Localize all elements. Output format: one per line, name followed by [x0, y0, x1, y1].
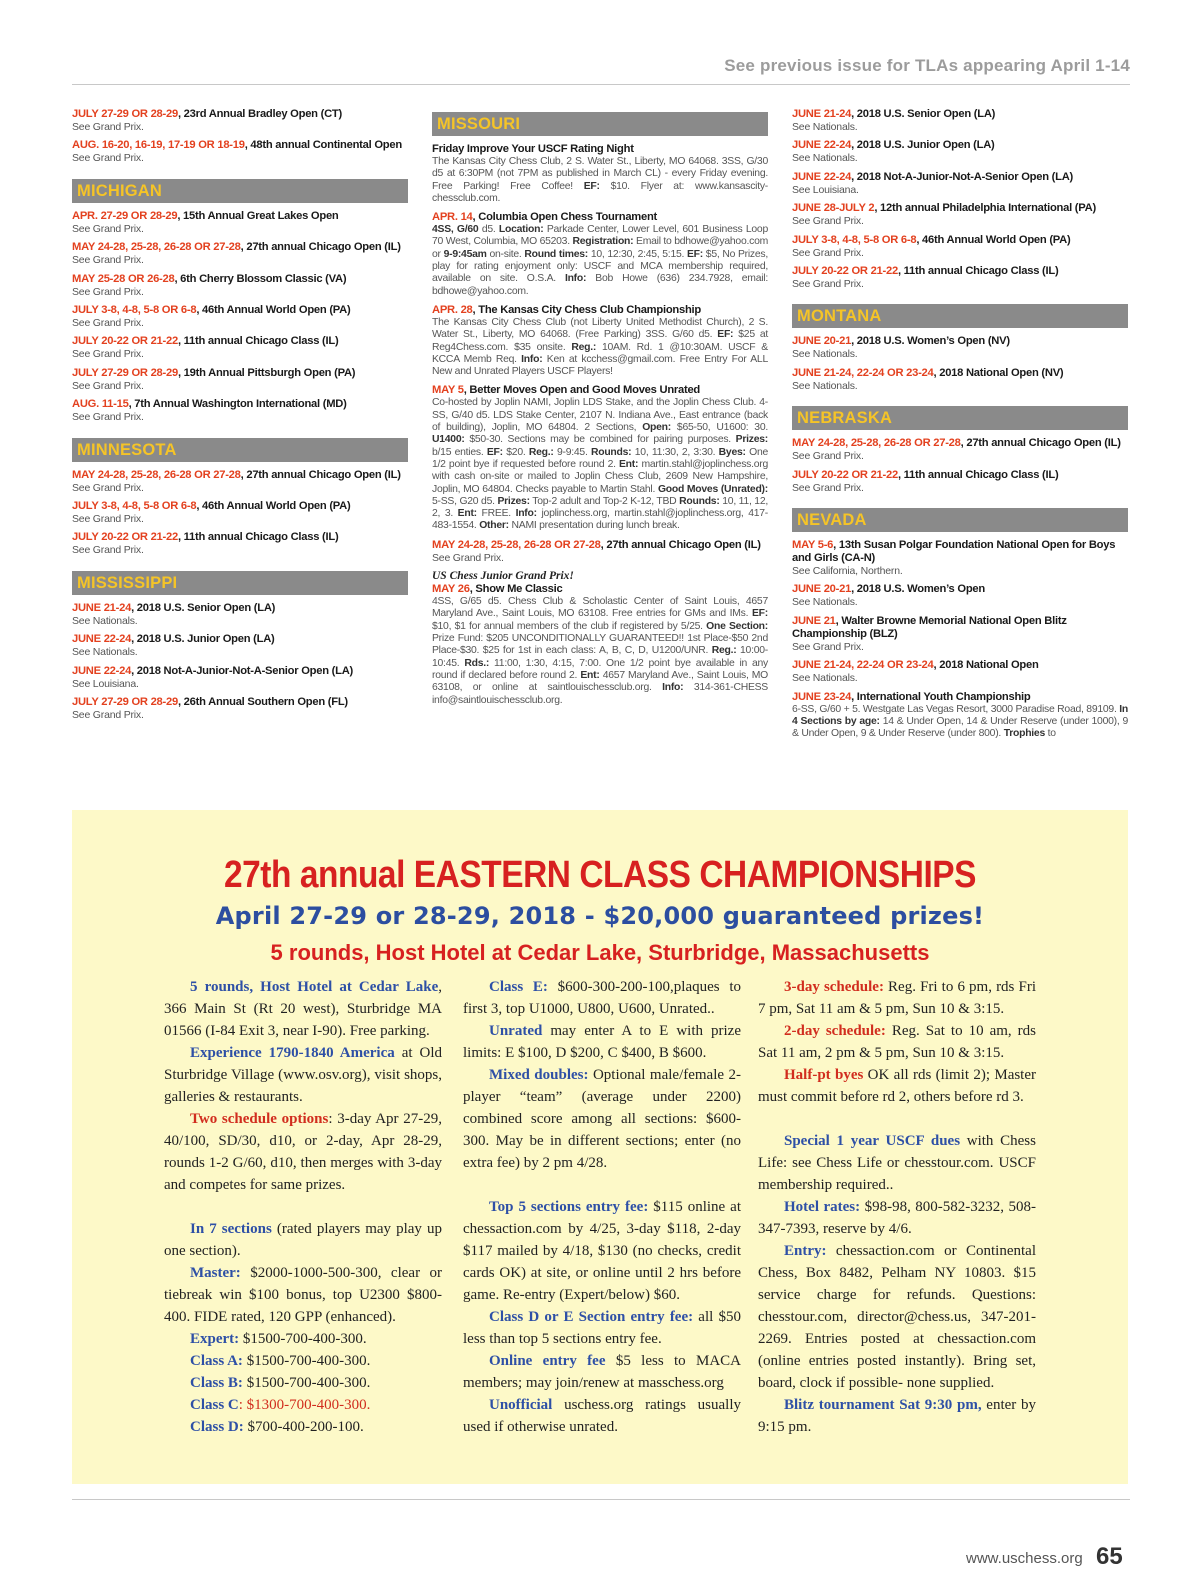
event-date: JULY 20-22 OR 21-22: [792, 265, 898, 278]
event-date: JUNE 22-24: [792, 139, 852, 152]
ad-location: 5 rounds, Host Hotel at Cedar Lake, Sturbridge, Massachusetts: [270, 940, 930, 965]
list-item: [72, 335, 408, 360]
event-date: JULY 27-29 OR 28-29: [72, 108, 178, 120]
list-item: [792, 234, 1128, 259]
list-item: [432, 539, 768, 564]
list-item: [792, 539, 1128, 577]
ad-paragraph: 3-day schedule: Reg. Fri to 6 pm, rds Fri 7 pm, Sat 11 am & 5 pm, Sun 10 & 3:15.: [758, 979, 1037, 1017]
ad-paragraph: Class C: $1300-700-400-300.: [190, 1397, 371, 1413]
list-item: [432, 143, 768, 205]
list-item: [792, 202, 1128, 227]
event-date: JUNE 21-24: [72, 601, 132, 614]
list-item: [72, 241, 408, 266]
event-date: JUNE 23-24: [792, 690, 852, 703]
event-title: , 23rd Annual Bradley Open (CT): [177, 108, 342, 120]
ad-paragraph: Class D or E Section entry fee: all $50 less than top 5 sections entry fee.: [463, 1309, 741, 1347]
ad-paragraph: In 7 sections (rated players may play up one section).: [164, 1221, 442, 1259]
page-header: See previous issue for TLAs appearing April 1-14: [724, 56, 1130, 75]
ad-paragraph: Unrated may enter A to E with prize limits: E $100, D $200, C $400, B $600.: [463, 1023, 741, 1061]
event-date: MAY 5-6: [792, 539, 834, 552]
list-item: [792, 583, 1128, 608]
event-title: , 2018 U.S. Women’s Open (NV): [851, 335, 1010, 348]
event-title: , 11th annual Chicago Class (IL): [177, 531, 339, 544]
list-item: [432, 211, 768, 298]
event-reference: See Grand Prix.: [72, 222, 144, 235]
ad-paragraph: Special 1 year USCF dues with Chess Life: see Chess Life or chesstour.com. USCF membership required..: [758, 1133, 1036, 1193]
event-reference: See Louisiana.: [792, 183, 859, 196]
event-reference: See Grand Prix.: [72, 121, 144, 133]
ad-dates-prizes: April 27-29 or 28-29, 2018 - $20,000 guaranteed prizes!: [215, 902, 985, 930]
list-item: [792, 265, 1128, 290]
event-reference: See Nationals.: [792, 152, 858, 165]
event-reference: See Grand Prix.: [792, 640, 864, 653]
event-title: , 2018 National Open: [933, 659, 1039, 672]
event-title: , 7th Annual Washington International (MD): [128, 398, 347, 411]
event-title: Friday Improve Your USCF Rating Night: [432, 143, 634, 155]
list-item: [792, 659, 1128, 684]
list-item: [72, 665, 408, 690]
event-reference: See Grand Prix.: [72, 481, 144, 494]
list-item: [432, 570, 768, 707]
left-column: [72, 108, 408, 728]
header-rule: [72, 84, 1130, 85]
event-title: , Show Me Classic: [469, 583, 563, 596]
state-heading-nevada: NEVADA: [792, 508, 1128, 532]
right-column: [792, 108, 1128, 747]
ad-column-1: [164, 976, 442, 1438]
event-date: JULY 20-22 OR 21-22: [792, 468, 898, 481]
event-reference: See Nationals.: [72, 646, 138, 659]
event-date: JUNE 28-JULY 2: [792, 202, 875, 215]
event-reference: See Grand Prix.: [72, 411, 144, 424]
ad-paragraph: 2-day schedule: Reg. Sat to 10 am, rds Sat 11 am, 2 pm & 5 pm, Sun 10 & 3:15.: [758, 1023, 1036, 1061]
ad-paragraph: Blitz tournament Sat 9:30 pm, enter by 9:15 pm.: [758, 1397, 1036, 1435]
event-date: MAY 24-28, 25-28, 26-28 OR 27-28: [72, 468, 241, 481]
state-heading-michigan: MICHIGAN: [72, 179, 408, 203]
event-title: , 2018 U.S. Women’s Open: [851, 583, 985, 596]
event-title: , 6th Cherry Blossom Classic (VA): [174, 272, 347, 285]
ad-column-3: [758, 976, 1036, 1438]
list-item: [792, 139, 1128, 164]
ad-paragraph: Top 5 sections entry fee: $115 online at chessaction.com by 4/25, 3-day $118, 2-day $117 mailed by 4/18, $130 (no checks, credit cards OK) at site, or online until 2 hrs before game. Re-entry (Expert/below) $60.: [463, 1199, 741, 1303]
event-details: The Kansas City Chess Club, 2 S. Water St., Liberty, MO 64068. 3SS, G/30 d5 at 6:30PM (not 7PM as published in March CL) - every Friday evening. Free Parking! Free Coffee! EF: $10. Flyer at: www.kansascity-chessclub.com.: [432, 156, 768, 204]
event-reference: See Grand Prix.: [72, 254, 144, 267]
ad-paragraph: Hotel rates: $98-98, 800-582-3232, 508-347-7393, reserve by 4/6.: [758, 1199, 1036, 1237]
list-item: [792, 437, 1128, 462]
list-item: [72, 139, 408, 164]
event-details: Co-hosted by Joplin NAMI, Joplin LDS Stake, and the Joplin Chess Club. 4-SS, G/40 d5. LDS Stake Center, 2107 N. Indiana Ave., East entrance (back of building), Joplin, MO 64804. 2 Sections, Open: $65-50, U1600: 30. U1400: $50-30. Sections may be combined for pairing purposes. Prizes: b/15 enties. EF: $20. Reg.: 9-9:45. Rounds: 10, 11:30, 2, 3:30. Byes: One 1/2 point bye if requested before round 2. Ent: martin.stahl@joplinchess.org with cash on-site or mailed to Joplin Chess Club, 2609 New Hampshire, Joplin, MO 64804. Checks payable to Martin Stahl. Good Moves (Unrated): 5-SS, G20 d5. Prizes: Top-2 adult and Top-2 K-12, TBD Rounds: 10, 11, 12, 2, 3. Ent: FREE. Info: joplinchess.org, martin.stahl@joplinchess.org, 417-483-1554. Other: NAMI presentation during lunch break.: [432, 397, 769, 532]
event-reference: See Grand Prix.: [72, 709, 144, 722]
event-title: , 12th annual Philadelphia International (PA): [874, 202, 1096, 215]
event-title: , Walter Browne Memorial National Open Blitz Championship (BLZ): [792, 614, 1067, 640]
list-item: [792, 691, 1128, 741]
list-item: [72, 273, 408, 298]
list-item: [72, 633, 408, 658]
event-date: APR. 27-29 OR 28-29: [72, 209, 178, 222]
event-title: , 46th Annual World Open (PA): [916, 233, 1071, 246]
event-reference: See Grand Prix.: [72, 152, 144, 165]
event-title: , 26th Annual Southern Open (FL): [177, 696, 348, 709]
event-date: JUNE 21-24, 22-24 OR 23-24: [792, 366, 934, 379]
state-heading-missouri: MISSOURI: [432, 112, 768, 136]
ad-paragraph: Unofficial uschess.org ratings usually used if otherwise unrated.: [463, 1397, 741, 1435]
event-title: , 27th annual Chicago Open (IL): [960, 437, 1121, 450]
event-title: , 46th Annual World Open (PA): [196, 500, 351, 513]
list-item: [72, 531, 408, 556]
event-date: JUNE 21-24: [792, 108, 852, 120]
list-item: [72, 500, 408, 525]
event-date: JULY 3-8, 4-8, 5-8 OR 6-8: [792, 233, 917, 246]
event-date: JULY 3-8, 4-8, 5-8 OR 6-8: [72, 304, 197, 317]
list-item: [792, 171, 1128, 196]
list-item: [72, 210, 408, 235]
list-item: [792, 108, 1128, 133]
ad-paragraph: Experience 1790-1840 America at Old Sturbridge Village (www.osv.org), visit shops, galleries & restaurants.: [164, 1045, 443, 1105]
footer-rule: [72, 1499, 1130, 1500]
event-reference: See Nationals.: [792, 348, 858, 361]
ad-title: 27th annual EASTERN CLASS CHAMPIONSHIPS: [223, 854, 977, 896]
event-date: MAY 25-28 OR 26-28: [72, 272, 175, 285]
event-title: , International Youth Championship: [851, 690, 1031, 703]
event-date: JUNE 20-21: [792, 583, 852, 596]
event-title: , 27th annual Chicago Open (IL): [600, 538, 761, 551]
event-date: JUNE 21-24, 22-24 OR 23-24: [792, 659, 934, 672]
event-details: The Kansas City Chess Club (not Liberty United Methodist Church), 2 S. Water St., Liberty, MO 64068. (Free Parking) 3SS. G/60 d5. EF: $25 at Reg4Chess.com. $35 onsite. Reg.: 10AM. Rd. 1 @10:30AM. USCF & KCCA Memb Req. Info: Ken at kcchess@gmail.com. Free Entry For ALL New and Unrated Players USCF Players!: [432, 316, 768, 378]
event-date: JULY 20-22 OR 21-22: [72, 531, 178, 544]
event-date: MAY 5: [432, 384, 464, 397]
event-reference: See Louisiana.: [72, 677, 139, 690]
event-date: JUNE 22-24: [792, 170, 852, 183]
event-title: , 2018 U.S. Senior Open (LA): [851, 108, 996, 120]
event-title: , 2018 U.S. Senior Open (LA): [131, 601, 276, 614]
ad-paragraph: Mixed doubles: Optional male/female 2-player “team” (average under 2200) combined score among all sections: $600-300. May be in different sections; enter (no extra fee) by 2 pm 4/28.: [463, 1067, 741, 1171]
list-item: [72, 696, 408, 721]
middle-column: [432, 108, 768, 713]
event-reference: See Grand Prix.: [72, 513, 144, 526]
event-date: JULY 27-29 OR 28-29: [72, 696, 178, 709]
event-date: JUNE 20-21: [792, 335, 852, 348]
ad-paragraph: Entry: chessaction.com or Continental Chess, Box 8482, Pelham NY 10803. $15 service charge for refunds. Questions: chesstour.com, director@chess.us, 347-201-2269. Entries posted at chessaction.com (online entries posted instantly). Bring set, board, clock if possible- none supplied.: [758, 1243, 1036, 1391]
list-item: [72, 602, 408, 627]
ad-paragraph: Class A: $1500-700-400-300.: [190, 1353, 371, 1369]
event-reference: See Grand Prix.: [792, 215, 864, 228]
event-reference: See Nationals.: [792, 672, 858, 685]
ad-paragraph: Online entry fee $5 less to MACA members; may join/renew at masschess.org: [463, 1353, 741, 1391]
ad-paragraph: Class B: $1500-700-400-300.: [190, 1375, 371, 1391]
event-title: , 2018 National Open (NV): [933, 366, 1064, 379]
grand-prix-label: US Chess Junior Grand Prix!: [432, 570, 574, 583]
list-item: [72, 367, 408, 392]
event-reference: See Grand Prix.: [792, 481, 864, 494]
event-reference: See Grand Prix.: [792, 278, 864, 291]
event-reference: See Nationals.: [792, 379, 858, 392]
event-date: MAY 26: [432, 583, 470, 596]
event-reference: See Grand Prix.: [72, 348, 144, 361]
event-date: MAY 24-28, 25-28, 26-28 OR 27-28: [432, 538, 601, 551]
event-reference: See Nationals.: [792, 121, 858, 133]
ad-column-2: [463, 976, 741, 1438]
event-title: , 2018 Not-A-Junior-Not-A-Senior Open (LA): [131, 664, 354, 677]
event-title: , Columbia Open Chess Tournament: [472, 211, 658, 224]
event-title: , The Kansas City Chess Club Championship: [472, 303, 701, 316]
state-heading-minnesota: MINNESOTA: [72, 438, 408, 462]
list-item: [72, 108, 408, 133]
event-title: , 11th annual Chicago Class (IL): [897, 265, 1059, 278]
list-item: [792, 367, 1128, 392]
list-item: [432, 384, 768, 532]
event-details: 6-SS, G/60 + 5. Westgate Las Vegas Resort, 3000 Paradise Road, 89109. In 4 Sections by age: 14 & Under Open, 14 & Under Reserve (under 1000), 9 & Under Open, 9 & Under Reserve (under 800). Trophies to: [792, 703, 1128, 740]
event-title: , 2018 U.S. Junior Open (LA): [851, 139, 995, 152]
footer-site: www.uschess.org: [966, 1550, 1083, 1567]
event-date: JUNE 22-24: [72, 664, 132, 677]
event-title: , 46th Annual World Open (PA): [196, 304, 351, 317]
ad-paragraph: Class E: $600-300-200-100,plaques to first 3, top U1000, U800, U600, Unrated..: [463, 979, 741, 1017]
ad-paragraph: Master: $2000-1000-500-300, clear or tiebreak win $100 bonus, top U2300 $800-400. FIDE rated, 120 GPP (enhanced).: [164, 1265, 442, 1325]
ad-paragraph: Half-pt byes OK all rds (limit 2); Master must commit before rd 2, others before rd 3.: [758, 1067, 1037, 1105]
event-date: APR. 14: [432, 211, 473, 224]
list-item: [432, 304, 768, 378]
event-details: 4SS, G/60 d5. Location: Parkade Center, Lower Level, 601 Business Loop 70 West, Columbia, MO 65203. Registration: Email to bdhowe@yahoo.com or 9-9:45am on-site. Round times: 10, 12:30, 2:45, 5:15. EF: $5, No Prizes, play for rating enjoyment only: USCF and MCA membership required, available on site. O.S.A. Info: Bob Howe (636) 234.7928, email: bdhowe@yahoo.com.: [432, 224, 768, 297]
event-title: , 48th annual Continental Open: [244, 139, 402, 152]
list-item: [792, 615, 1128, 653]
event-title: , 27th annual Chicago Open (IL): [240, 241, 401, 254]
state-heading-montana: MONTANA: [792, 304, 1128, 328]
state-heading-mississippi: MISSISSIPPI: [72, 571, 408, 595]
event-title: , 11th annual Chicago Class (IL): [177, 335, 339, 348]
list-item: [792, 335, 1128, 360]
state-heading-nebraska: NEBRASKA: [792, 406, 1128, 430]
event-reference: See Grand Prix.: [72, 317, 144, 330]
event-date: AUG. 16-20, 16-19, 17-19 OR 18-19: [72, 139, 245, 152]
ad-paragraph: Expert: $1500-700-400-300.: [190, 1331, 367, 1347]
event-title: , 2018 U.S. Junior Open (LA): [131, 633, 275, 646]
event-date: MAY 24-28, 25-28, 26-28 OR 27-28: [792, 437, 961, 450]
event-reference: See Grand Prix.: [792, 246, 864, 259]
event-reference: See Grand Prix.: [72, 285, 144, 298]
event-title: , Better Moves Open and Good Moves Unrated: [463, 384, 701, 397]
event-reference: See California, Northern.: [792, 565, 903, 578]
ad-paragraph: 5 rounds, Host Hotel at Cedar Lake, 366 Main St (Rt 20 west), Sturbridge MA 01566 (I-84 Exit 3, near I-90). Free parking.: [164, 979, 442, 1039]
event-reference: See Nationals.: [792, 596, 858, 609]
event-date: MAY 24-28, 25-28, 26-28 OR 27-28: [72, 241, 241, 254]
event-title: , 19th Annual Pittsburgh Open (PA): [177, 366, 356, 379]
event-reference: See Grand Prix.: [72, 379, 144, 392]
list-item: [72, 469, 408, 494]
ad-paragraph: Class D: $700-400-200-100.: [190, 1419, 364, 1435]
event-date: JUNE 22-24: [72, 633, 132, 646]
list-item: [72, 398, 408, 423]
page-number: 65: [1096, 1543, 1123, 1570]
event-date: AUG. 11-15: [72, 398, 129, 411]
list-item: [792, 469, 1128, 494]
event-date: APR. 28: [432, 303, 473, 316]
ad-paragraph: Two schedule options: 3-day Apr 27-29, 40/100, SD/30, d10, or 2-day, Apr 28-29, rounds 1-2 G/60, d10, then merges with 3-day and competes for same prizes.: [164, 1111, 442, 1193]
event-reference: See Grand Prix.: [792, 450, 864, 463]
event-date: JULY 3-8, 4-8, 5-8 OR 6-8: [72, 500, 197, 513]
event-details: 4SS, G/65 d5. Chess Club & Scholastic Center of Saint Louis, 4657 Maryland Ave., Saint Louis, MO 63108. Free entries for GMs and IMs. EF: $10, $1 for annual members of the club if registered by 5/25. One Section: Prize Fund: $205 UNCONDITIONALLY GUARANTEED!! 1st Place-$50 2nd Place-$30. $25 for 1st in each class: A, B, C, D, U1200/UNR. Reg.: 10:00-10:45. Rds.: 11:00, 1:30, 4:15, 7:00. One 1/2 point bye available in any round if declared before round 2. Ent: 4657 Maryland Ave., Saint Louis, MO 63108, or online at saintlouischessclub.org. Info: 314-361-CHESS info@saintlouischessclub.org.: [432, 596, 768, 706]
event-title: , 11th annual Chicago Class (IL): [897, 468, 1059, 481]
event-date: JULY 27-29 OR 28-29: [72, 366, 178, 379]
list-item: [72, 304, 408, 329]
event-title: , 2018 Not-A-Junior-Not-A-Senior Open (LA): [851, 170, 1074, 183]
event-title: , 15th Annual Great Lakes Open: [177, 209, 339, 222]
event-date: JUNE 21: [792, 614, 836, 627]
event-reference: See Grand Prix.: [432, 551, 504, 564]
event-reference: See Nationals.: [72, 614, 138, 627]
event-reference: See Grand Prix.: [72, 544, 144, 557]
event-title: , 13th Susan Polgar Foundation National Open for Boys and Girls (CA-N): [792, 539, 1116, 565]
event-title: , 27th annual Chicago Open (IL): [240, 468, 401, 481]
event-date: JULY 20-22 OR 21-22: [72, 335, 178, 348]
